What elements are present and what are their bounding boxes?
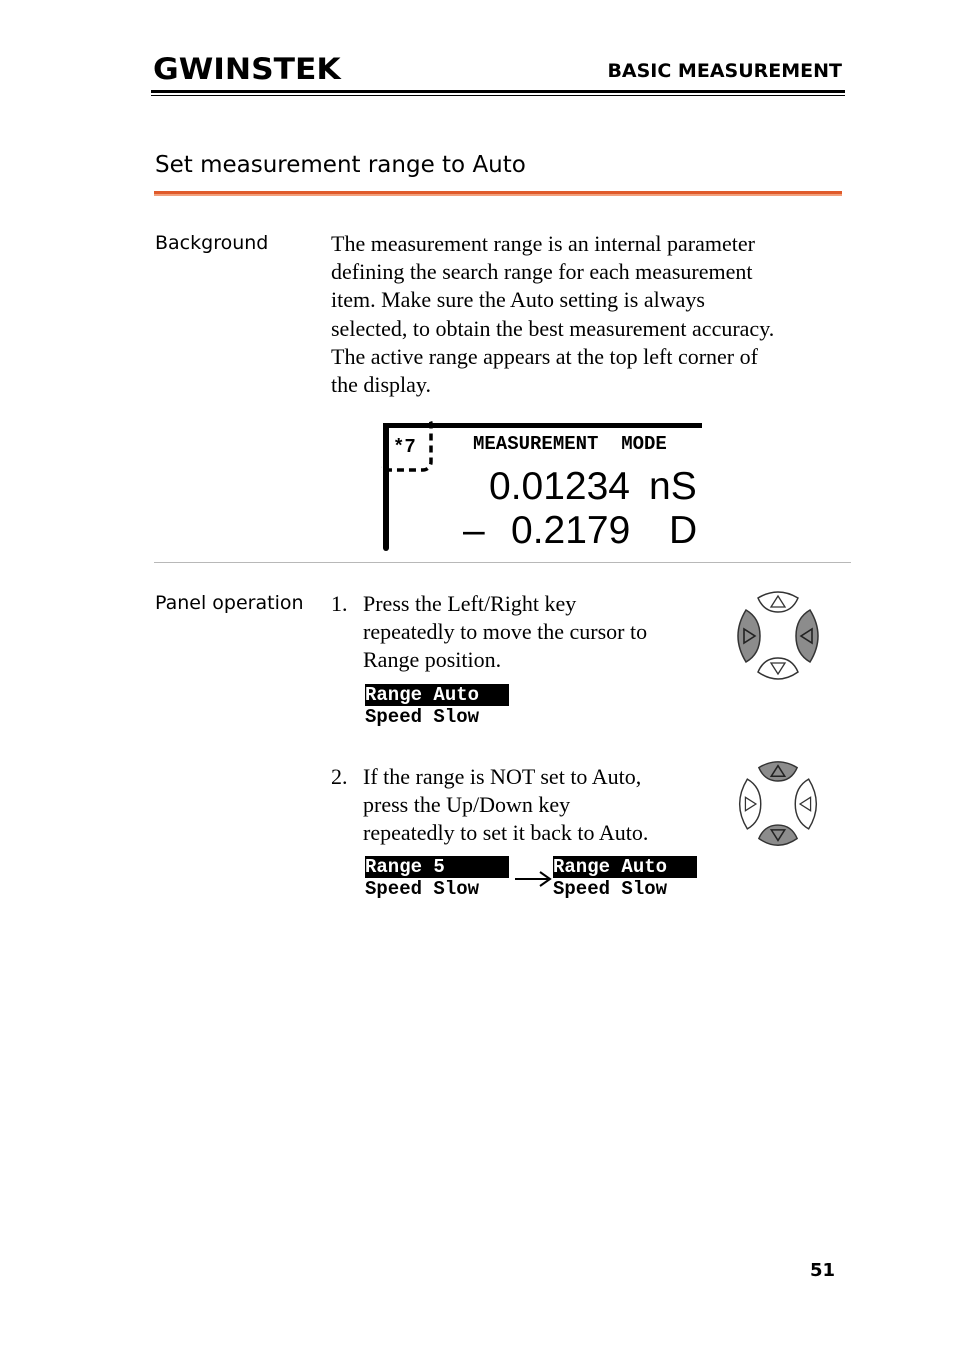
background-line: selected, to obtain the best measurement accuracy. [331, 315, 775, 341]
range-indicator: *7 [393, 436, 416, 458]
step-number: 2. [331, 764, 348, 789]
step-number: 1. [331, 591, 348, 616]
background-label: Background [155, 232, 269, 254]
panel-operation-label: Panel operation [155, 592, 304, 614]
lcd-snippet-step-1 [365, 684, 509, 728]
secondary-value: 0.2179 [511, 509, 631, 552]
background-line: item. Make sure the Auto setting is always [331, 287, 705, 313]
header-rule-thin [151, 95, 845, 96]
row-divider [154, 562, 851, 563]
primary-unit: nS [649, 465, 697, 508]
background-line: defining the search range for each measurement [331, 259, 753, 285]
header-rule [151, 90, 845, 93]
secondary-sign: – [463, 509, 485, 552]
lcd-snippet-step-2-before [365, 856, 509, 900]
step-line: Press the Left/Right key [363, 591, 577, 616]
step-line: repeatedly to set it back to Auto. [363, 820, 649, 846]
arrow-keypad-left-right-icon [730, 588, 826, 684]
step-line: Range position. [363, 647, 502, 673]
background-line: The measurement range is an internal parameter [331, 231, 755, 256]
page-number: 51 [810, 1260, 836, 1281]
section-title: Set measurement range to Auto [155, 152, 526, 178]
lcd-snippet-step-2-after [553, 856, 697, 900]
chapter-title: BASIC MEASUREMENT [607, 60, 842, 82]
arrow-keypad-up-down-icon [732, 758, 824, 850]
lcd-range-line: Range 5 [365, 856, 509, 878]
step-2-text [363, 763, 703, 848]
lcd-range-line: Range Auto [365, 684, 509, 706]
section-rule-shade [154, 194, 842, 196]
step-line: repeatedly to move the cursor to [363, 619, 648, 645]
step-1-text [363, 590, 703, 675]
gwinstek-logo: GWINSTEK [153, 52, 341, 86]
step-line: If the range is NOT set to Auto, [363, 764, 642, 789]
right-arrow-icon [514, 868, 552, 888]
lcd-speed-line: Speed Slow [365, 878, 480, 900]
background-text [331, 230, 851, 399]
primary-value: 0.01234 [489, 465, 630, 508]
lcd-speed-line: Speed Slow [553, 878, 668, 900]
secondary-unit: D [669, 509, 698, 552]
lcd-range-line: Range Auto [553, 856, 697, 878]
lcd-speed-line: Speed Slow [365, 706, 480, 728]
measurement-mode-label: MEASUREMENT MODE [473, 433, 667, 455]
background-line: The active range appears at the top left corner of [331, 343, 758, 369]
step-line: press the Up/Down key [363, 792, 571, 818]
background-line: the display. [331, 372, 431, 398]
lcd-display-figure [381, 421, 703, 552]
